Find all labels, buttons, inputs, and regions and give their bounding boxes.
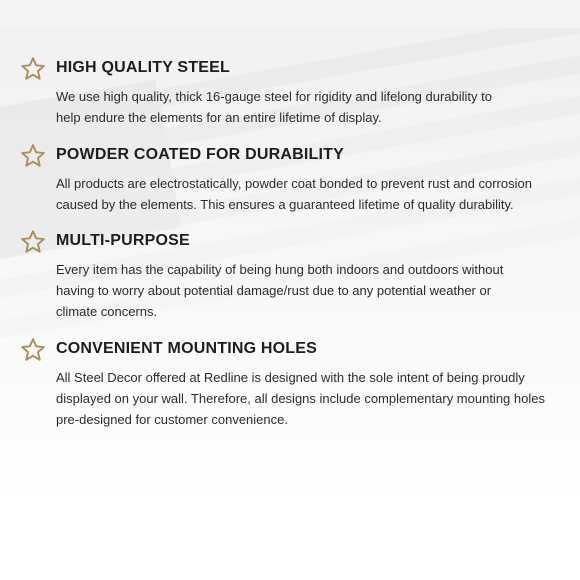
description-line: pre-designed for customer convenience. [56,412,288,427]
star-outline-icon [20,143,46,169]
star-outline-icon [20,56,46,82]
feature-title: CONVENIENT MOUNTING HOLES [56,340,318,357]
feature-title: HIGH QUALITY STEEL [56,59,230,76]
description-line: All Steel Decor offered at Redline is designed with the sole intent of being proudly [56,370,525,385]
feature-description [56,259,576,322]
feature-description [56,86,576,128]
description-line: help endure the elements for an entire lifetime of display. [56,110,382,125]
description-line: Every item has the capability of being hung both indoors and outdoors without [56,262,504,277]
star-outline-icon [20,229,46,255]
description-line: climate concerns. [56,304,158,319]
feature-title: POWDER COATED FOR DURABILITY [56,146,344,163]
description-line: displayed on your wall. Therefore, all designs include complementary mounting holes [56,391,545,406]
description-line: We use high quality, thick 16-gauge steel for rigidity and lifelong durability to [56,89,492,104]
feature-title: MULTI-PURPOSE [56,232,190,249]
description-line: All products are electrostatically, powder coat bonded to prevent rust and corrosion [56,176,532,191]
feature-description [56,367,576,430]
description-line: caused by the elements. This ensures a guaranteed lifetime of quality durability. [56,197,514,212]
feature-description [56,173,576,215]
star-outline-icon [20,337,46,363]
description-line: having to worry about potential damage/rust due to any potential weather or [56,283,492,298]
